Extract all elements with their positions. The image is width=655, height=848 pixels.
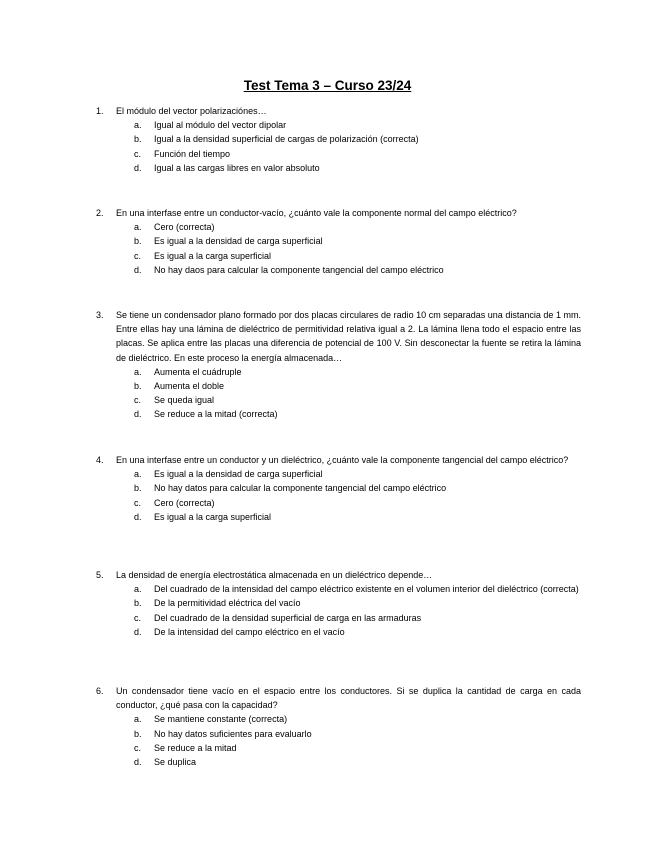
question-3 [96,308,581,422]
option-d [134,407,581,421]
option-b [134,727,581,741]
option-d [134,755,581,769]
option-list [96,712,581,769]
option-text: Es igual a la carga superficial [154,511,272,522]
question-2 [96,206,581,277]
option-text: No hay daos para calcular la componente tangencial del campo eléctrico [154,264,444,275]
option-letter: d. [134,626,142,637]
option-letter: a. [134,120,142,131]
option-d [134,161,581,175]
option-a [134,220,581,234]
option-text: Es igual a la densidad de carga superficial [154,469,323,480]
option-c [134,249,581,263]
question-4 [96,453,581,524]
question-number: 4. [96,455,104,465]
question-number: 3. [96,310,104,320]
option-text: Se duplica [154,757,197,768]
option-a [134,712,581,726]
option-list [96,220,581,277]
option-text: De la intensidad del campo eléctrico en el vacío [154,626,345,637]
option-letter: d. [134,162,142,173]
option-a [134,582,581,596]
option-text: Cero (correcta) [154,497,215,508]
option-d [134,510,581,524]
page-title: Test Tema 3 – Curso 23/24 [243,78,412,93]
option-letter: c. [134,742,142,753]
option-letter: d. [134,264,142,275]
option-text: Del cuadrado de la intensidad del campo eléctrico existente en el volumen interior del dieléctrico (correcta) [154,584,579,595]
option-b [134,132,581,146]
option-list [96,582,581,639]
option-letter: d. [134,757,142,768]
option-letter: c. [134,612,142,623]
question-text: La densidad de energía electrostática almacenada en un dieléctrico depende… [116,570,433,580]
option-text: Es igual a la densidad de carga superficial [154,236,323,247]
option-text: Cero (correcta) [154,222,215,233]
option-text: Se queda igual [154,395,215,406]
option-text: Igual al módulo del vector dipolar [154,120,287,131]
option-b [134,596,581,610]
question-6 [96,684,581,769]
question-text: El módulo del vector polarizaciónes… [116,106,267,116]
question-number: 5. [96,570,104,580]
option-text: No hay datos suficientes para evaluarlo [154,728,312,739]
option-letter: b. [134,728,142,739]
option-letter: a. [134,222,142,233]
option-a [134,467,581,481]
option-c [134,393,581,407]
option-letter: c. [134,395,142,406]
option-text: Aumenta el doble [154,381,225,392]
question-1 [96,104,581,175]
option-text: Se reduce a la mitad (correcta) [154,409,278,420]
option-text: De la permitividad eléctrica del vacío [154,598,301,609]
option-a [134,365,581,379]
question-text: En una interfase entre un conductor-vacío, ¿cuánto vale la componente normal del campo eléctrico? [116,208,517,218]
option-letter: b. [134,236,142,247]
option-letter: b. [134,598,142,609]
option-text: Se mantiene constante (correcta) [154,714,288,725]
option-letter: c. [134,148,142,159]
option-letter: a. [134,366,142,377]
option-text: Es igual a la carga superficial [154,250,272,261]
option-letter: d. [134,409,142,420]
option-d [134,625,581,639]
option-letter: a. [134,469,142,480]
question-text: Un condensador tiene vacío en el espacio entre los conductores. Si se duplica la cantidad de carga en cada conductor, ¿qué pasa con la capacidad? [116,686,581,711]
option-list [96,365,581,422]
question-number: 6. [96,686,104,696]
option-c [134,496,581,510]
option-text: Aumenta el cuádruple [154,366,242,377]
option-d [134,263,581,277]
option-text: No hay datos para calcular la componente tangencial del campo eléctrico [154,483,447,494]
option-b [134,379,581,393]
option-list [96,467,581,524]
option-text: Función del tiempo [154,148,231,159]
option-letter: c. [134,497,142,508]
question-number: 2. [96,208,104,218]
option-letter: a. [134,714,142,725]
option-c [134,147,581,161]
option-list [96,118,581,175]
option-letter: b. [134,381,142,392]
option-letter: d. [134,511,142,522]
option-c [134,741,581,755]
option-b [134,234,581,248]
option-letter: a. [134,584,142,595]
option-letter: b. [134,483,142,494]
question-text: Se tiene un condensador plano formado por dos placas circulares de radio 10 cm separadas una distancia de 1 mm. Entre ellas hay una lámina de dieléctrico de permitividad relativa igual a 2. La lámina llena todo el espacio entre las placas. Se aplica entre las placas una diferencia de potencial de 100 V. Sin desconectar la fuente se retira la lámina de dieléctrico. En este proceso la energía almacenada… [116,310,581,363]
option-b [134,481,581,495]
option-letter: b. [134,134,142,145]
option-a [134,118,581,132]
option-text: Del cuadrado de la densidad superficial de carga en las armaduras [154,612,422,623]
option-text: Igual a las cargas libres en valor absoluto [154,162,320,173]
question-text: En una interfase entre un conductor y un dieléctrico, ¿cuánto vale la componente tangencial del campo eléctrico? [116,455,569,465]
question-5 [96,568,581,639]
option-text: Se reduce a la mitad [154,742,237,753]
option-c [134,611,581,625]
question-number: 1. [96,106,104,116]
option-letter: c. [134,250,142,261]
option-text: Igual a la densidad superficial de cargas de polarización (correcta) [154,134,419,145]
